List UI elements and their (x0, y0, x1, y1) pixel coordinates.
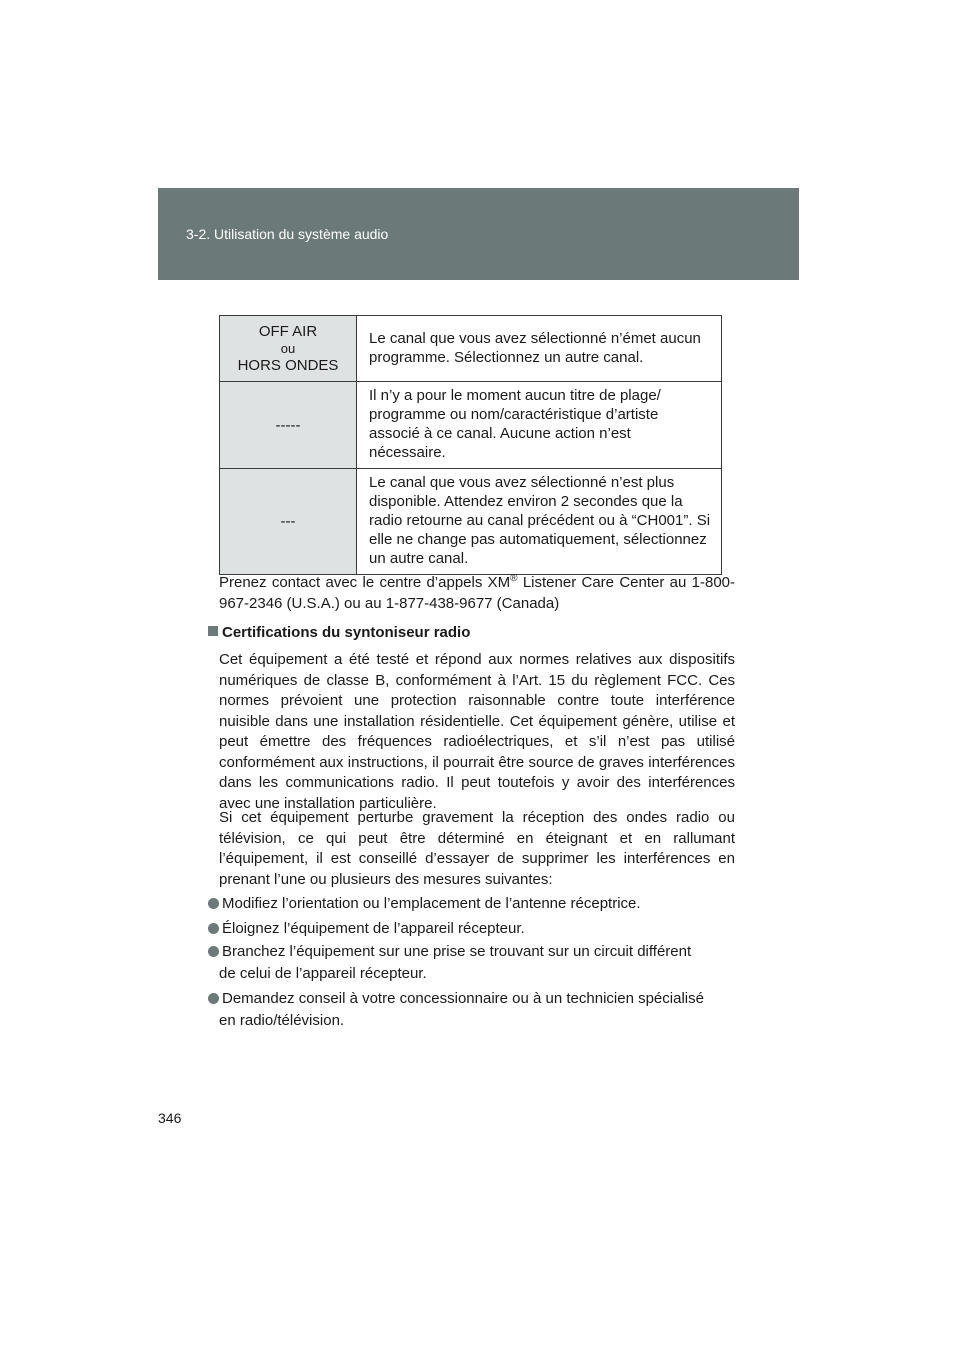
status-code: --- (220, 469, 357, 575)
circle-bullet-icon (208, 993, 219, 1004)
paragraph: Cet équipement a été testé et répond aux normes relatives aux dispositifs numériques de classe B, conformément à l’Art. 15 du règlement FCC. Ces normes prévoient une protection raisonnable contre toute interférence nuisible dans une installation résidentielle. Cet équipement génère, utilise et peut émettre des fréquences radioélectriques, et s’il n’est pas utilisé conformément aux instructions, il pourrait être source de graves interférences dans les communications radio. Il peut toutefois y avoir des interférences avec une installation particulière. (219, 651, 735, 812)
circle-bullet-icon (208, 898, 219, 909)
page-number: 346 (158, 1110, 182, 1126)
table-row (220, 316, 722, 382)
square-bullet-icon (208, 626, 218, 636)
list-item: Demandez conseil à votre concessionnaire ou à un technicien spécialisé en radio/télévision. (208, 988, 728, 1032)
status-description: Il n’y a pour le moment aucun titre de plage/ programme ou nom/caractéristique d’artiste associé à ce canal. Aucune action n’est nécessaire. (357, 382, 722, 469)
status-code-table (219, 315, 722, 575)
list-item: Éloignez l’équipement de l’appareil récepteur. (208, 918, 728, 940)
table-row (220, 469, 722, 575)
contact-info: Prenez contact avec le centre d’appels XM® Listener Care Center au 1-800-967-2346 (U.S.A.) ou au 1-877-438-9677 (Canada) (219, 573, 736, 612)
registered-mark: ® (510, 573, 518, 584)
list-item: Modifiez l’orientation ou l’emplacement de l’antenne réceptrice. (208, 893, 728, 915)
status-code: ----- (220, 382, 357, 469)
list-item: Branchez l’équipement sur une prise se trouvant sur un circuit différent de celui de l’appareil récepteur. (208, 941, 728, 985)
circle-bullet-icon (208, 923, 219, 934)
section-title: 3-2. Utilisation du système audio (186, 226, 389, 242)
status-code: OFF AIR ou HORS ONDES (220, 316, 357, 382)
section-header-band (158, 188, 799, 280)
table-row (220, 382, 722, 469)
status-description: Le canal que vous avez sélectionné n’émet aucun programme. Sélectionnez un autre canal. (357, 316, 722, 382)
status-description: Le canal que vous avez sélectionné n’est plus disponible. Attendez environ 2 secondes que la radio retourne au canal précédent ou à “CH001”. Si elle ne change pas automatiquement, sélectionnez un autre canal. (357, 469, 722, 575)
section-heading: Certifications du syntoniseur radio (208, 624, 470, 641)
circle-bullet-icon (208, 946, 219, 957)
paragraph: Si cet équipement perturbe gravement la réception des ondes radio ou télévision, ce qui peut être déterminé en éteignant et en rallumant l’équipement, il est conseillé d’essayer de supprimer les interférences en prenant l’une ou plusieurs des mesures suivantes: (219, 809, 735, 888)
